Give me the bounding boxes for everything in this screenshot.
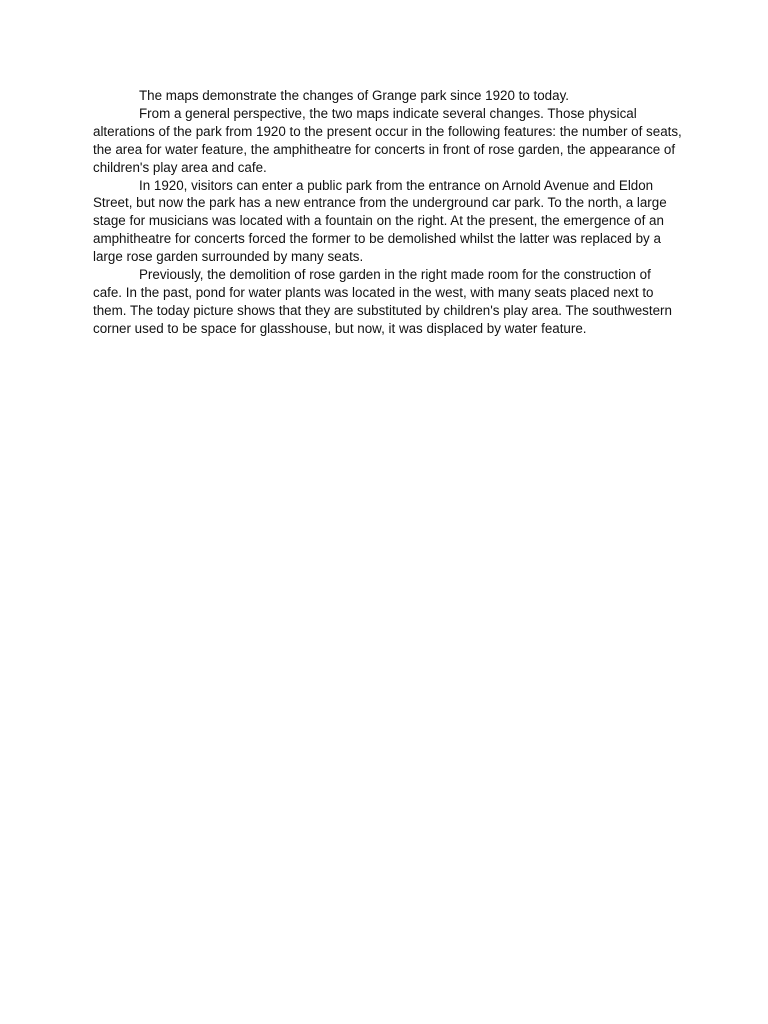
paragraph-east-west-southwest: Previously, the demolition of rose garden in the right made room for the construction of cafe. In the past, pond for water plants was located in the west, with many seats placed next to them. The today picture shows that they are substituted by children's play area. The southwestern corner used to be space for glasshouse, but now, it was displaced by water feature. [93,267,672,336]
paragraph-overview: From a general perspective, the two maps indicate several changes. Those physical alterations of the park from 1920 to the present occur in the following features: the number of seats, the area for water feature, the amphitheatre for concerts in front of rose garden, the appearance of children's play area and cafe. [93,105,682,175]
paragraph-entrance-and-north: In 1920, visitors can enter a public park from the entrance on Arnold Avenue and Eldon Street, but now the park has a new entrance from the underground car park. To the north, a large stage for musicians was located with a fountain on the right. At the present, the emergence of an amphitheatre for concerts forced the former to be demolished whilst the latter was replaced by a large rose garden surrounded by many seats. [93,177,667,265]
essay-body [93,87,683,338]
paragraph-introduction: The maps demonstrate the changes of Grange park since 1920 to today. [139,88,569,103]
